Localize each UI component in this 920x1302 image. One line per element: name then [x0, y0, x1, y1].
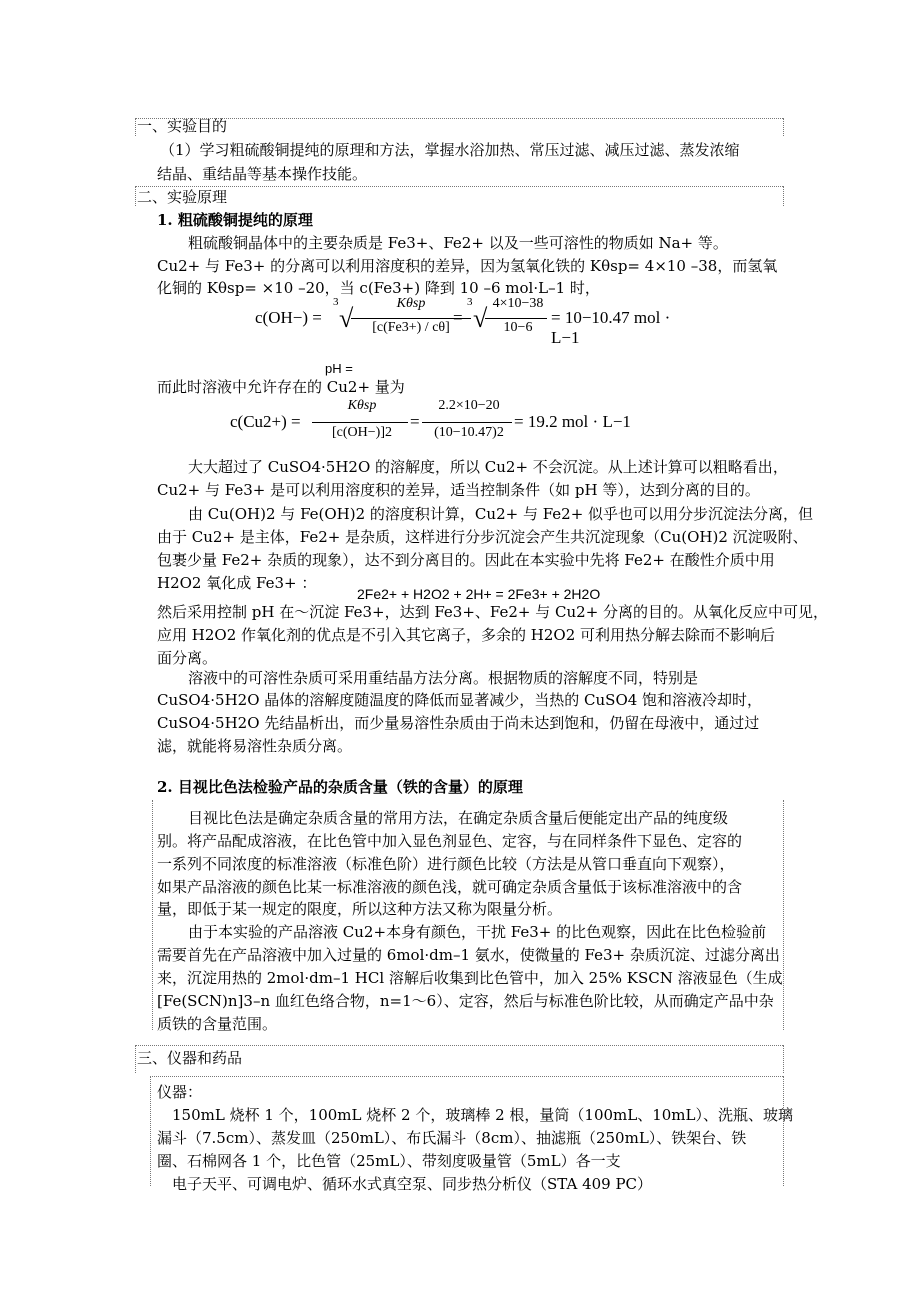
section-divider: [135, 118, 136, 136]
paragraph-line: 一系列不同浓度的标准溶液（标准色阶）进行颜色比较（方法是从管口垂直向下观察），: [157, 855, 735, 873]
equation-numerator: 4×10−38: [492, 296, 544, 311]
paragraph-line: 来，沉淀用热的 2mol·dm–1 HCl 溶解后收集到比色管中，加入 25% KSCN 溶液显色（生成: [157, 969, 783, 987]
paragraph-line: 别。将产品配成溶液，在比色管中加入显色剂显色、定容，与在同样条件下显色、定容的: [157, 832, 743, 850]
objective-line: （1）学习粗硫酸铜提纯的原理和方法，掌握水浴加热、常压过滤、减压过滤、蒸发浓缩: [160, 141, 740, 159]
paragraph-line: 如果产品溶液的颜色比某一标准溶液的颜色浅，就可确定杂质含量低于该标准溶液中的含: [157, 878, 743, 896]
instrument-line: 150mL 烧杯 1 个，100mL 烧杯 2 个，玻璃棒 2 根，量筒（100mL、10mL）、洗瓶、玻璃: [172, 1106, 793, 1124]
paragraph-line: 由于 Cu2+ 是主体，Fe2+ 是杂质，这样进行分步沉淀会产生共沉淀现象（Cu(OH)2 沉淀吸附、: [157, 528, 808, 546]
section-divider: [783, 800, 784, 1030]
paragraph-line: 目视比色法是确定杂质含量的常用方法，在确定杂质含量后便能定出产品的纯度级: [188, 809, 729, 827]
section-divider: [152, 800, 153, 1030]
subsection-title: 2. 目视比色法检验产品的杂质含量（铁的含量）的原理: [157, 778, 523, 796]
paragraph-line: H2O2 氧化成 Fe3+ ：: [157, 574, 317, 592]
equation-oh: c(OH−) = 3 √ Kθsp [c(Fe3+) / cθ] = 3 √ 4×10−38 10−6 = 10−10.47 mol · L−1: [255, 296, 695, 356]
ph-label: pH =: [325, 361, 353, 376]
equation-numerator: Kθsp: [396, 296, 426, 311]
paragraph-line: 面分离。: [157, 649, 218, 667]
equation-numerator: 2.2×10−20: [438, 398, 500, 413]
paragraph-line: CuSO4·5H2O 晶体的溶解度随温度的降低而显著减少，当热的 CuSO4 饱和溶液冷却时，: [157, 691, 763, 709]
paragraph-line: 化铜的 Kθsp= ×10 –20，当 c(Fe3+) 降到 10 –6 mol·L–1 时，: [157, 279, 600, 297]
instrument-line: 电子天平、可调电炉、循环水式真空泵、同步热分析仪（STA 409 PC）: [172, 1175, 653, 1193]
paragraph-line: 由于本实验的产品溶液 Cu2+本身有颜色，干扰 Fe3+ 的比色观察，因此在比色检验前: [188, 923, 767, 941]
paragraph-line: 质铁的含量范围。: [157, 1015, 278, 1033]
objective-line: 结晶、重结晶等基本操作技能。: [157, 165, 368, 183]
reaction-equation: 2Fe2+ + H2O2 + 2H+ = 2Fe3+ + 2H2O: [357, 586, 601, 602]
equation-lhs: c(OH−) =: [255, 308, 322, 327]
paragraph-line: 应用 H2O2 作氧化剂的优点是不引入其它离子，多余的 H2O2 可利用热分解去除而不影响后: [157, 626, 776, 644]
equation-denominator: [c(OH−)]2: [332, 425, 392, 440]
section-divider: [135, 118, 783, 119]
equation-numerator: Kθsp: [347, 398, 377, 413]
section-divider: [135, 186, 136, 206]
section-divider: [150, 1076, 151, 1186]
paragraph-line: 粗硫酸铜晶体中的主要杂质是 Fe3+、Fe2+ 以及一些可溶性的物质如 Na+ 等。: [188, 234, 728, 252]
instrument-line: 漏斗（7.5cm）、蒸发皿（250mL）、布氏漏斗（8cm）、抽滤瓶（250mL）、铁架台、铁: [157, 1129, 747, 1147]
equation-result: = 19.2 mol · L−1: [514, 412, 631, 431]
paragraph-line: 然后采用控制 pH 在～沉淀 Fe3+，达到 Fe3+、Fe2+ 与 Cu2+ 分离的目的。从氧化反应中可见，: [157, 603, 829, 621]
equation-denominator: 10−6: [503, 320, 533, 335]
section-divider: [783, 118, 784, 136]
section-divider: [135, 1045, 136, 1073]
equation-result: = 10−10.47 mol · L−1: [551, 308, 671, 347]
instrument-line: 圈、石棉网各 1 个，比色管（25mL）、带刻度吸量管（5mL）各一支: [157, 1152, 621, 1170]
equation-cu: c(Cu2+) = Kθsp [c(OH−)]2 = 2.2×10−20 (10−10.47)2 = 19.2 mol · L−1: [230, 398, 631, 440]
section-divider: [783, 1045, 784, 1073]
paragraph-line: 由 Cu(OH)2 与 Fe(OH)2 的溶度积计算，Cu2+ 与 Fe2+ 似乎也可以用分步沉淀法分离，但: [188, 505, 814, 523]
section-divider: [783, 186, 784, 206]
section-divider: [150, 1076, 783, 1077]
subsection-title: 1. 粗硫酸铜提纯的原理: [157, 211, 313, 229]
section-3-title: 三、仪器和药品: [137, 1049, 243, 1067]
paragraph-line: Cu2+ 与 Fe3+ 的分离可以利用溶度积的差异，因为氢氧化铁的 Kθsp= 4×10 –38，而氢氧: [157, 257, 778, 275]
equation-lhs: c(Cu2+) =: [230, 412, 301, 431]
paragraph-line: 需要首先在产品溶液中加入过量的 6mol·dm–1 氨水，使微量的 Fe3+ 杂质沉淀、过滤分离出: [157, 946, 780, 964]
paragraph-line: 量，即低于某一规定的限度，所以这种方法又称为限量分析。: [157, 900, 563, 918]
paragraph-line: 而此时溶液中允许存在的 Cu2+ 量为: [157, 378, 405, 396]
instruments-label: 仪器：: [157, 1083, 203, 1101]
equation-denominator: (10−10.47)2: [434, 425, 504, 440]
section-divider: [135, 186, 783, 187]
paragraph-line: 溶液中的可溶性杂质可采用重结晶方法分离。根据物质的溶解度不同，特别是: [188, 669, 699, 687]
section-1-title: 一、实验目的: [137, 117, 228, 135]
paragraph-line: 包裹少量 Fe2+ 杂质的现象），达不到分离目的。因此在本实验中先将 Fe2+ 在酸性介质中用: [157, 551, 775, 569]
paragraph-line: 滤，就能将易溶性杂质分离。: [157, 737, 353, 755]
equation-denominator: [c(Fe3+) / cθ]: [372, 320, 450, 335]
section-divider: [783, 1076, 784, 1186]
paragraph-line: 大大超过了 CuSO4·5H2O 的溶解度，所以 Cu2+ 不会沉淀。从上述计算可以粗略看出，: [188, 458, 788, 476]
paragraph-line: Cu2+ 与 Fe3+ 是可以利用溶度积的差异，适当控制条件（如 pH 等），达到分离的目的。: [157, 481, 760, 499]
paragraph-line: [Fe(SCN)n]3–n 血红色络合物，n=1～6）、定容，然后与标准色阶比较，从而确定产品中杂: [157, 992, 774, 1010]
section-2-title: 二、实验原理: [137, 188, 228, 206]
paragraph-line: CuSO4·5H2O 先结晶析出，而少量易溶性杂质由于尚未达到饱和，仍留在母液中，通过过: [157, 714, 760, 732]
